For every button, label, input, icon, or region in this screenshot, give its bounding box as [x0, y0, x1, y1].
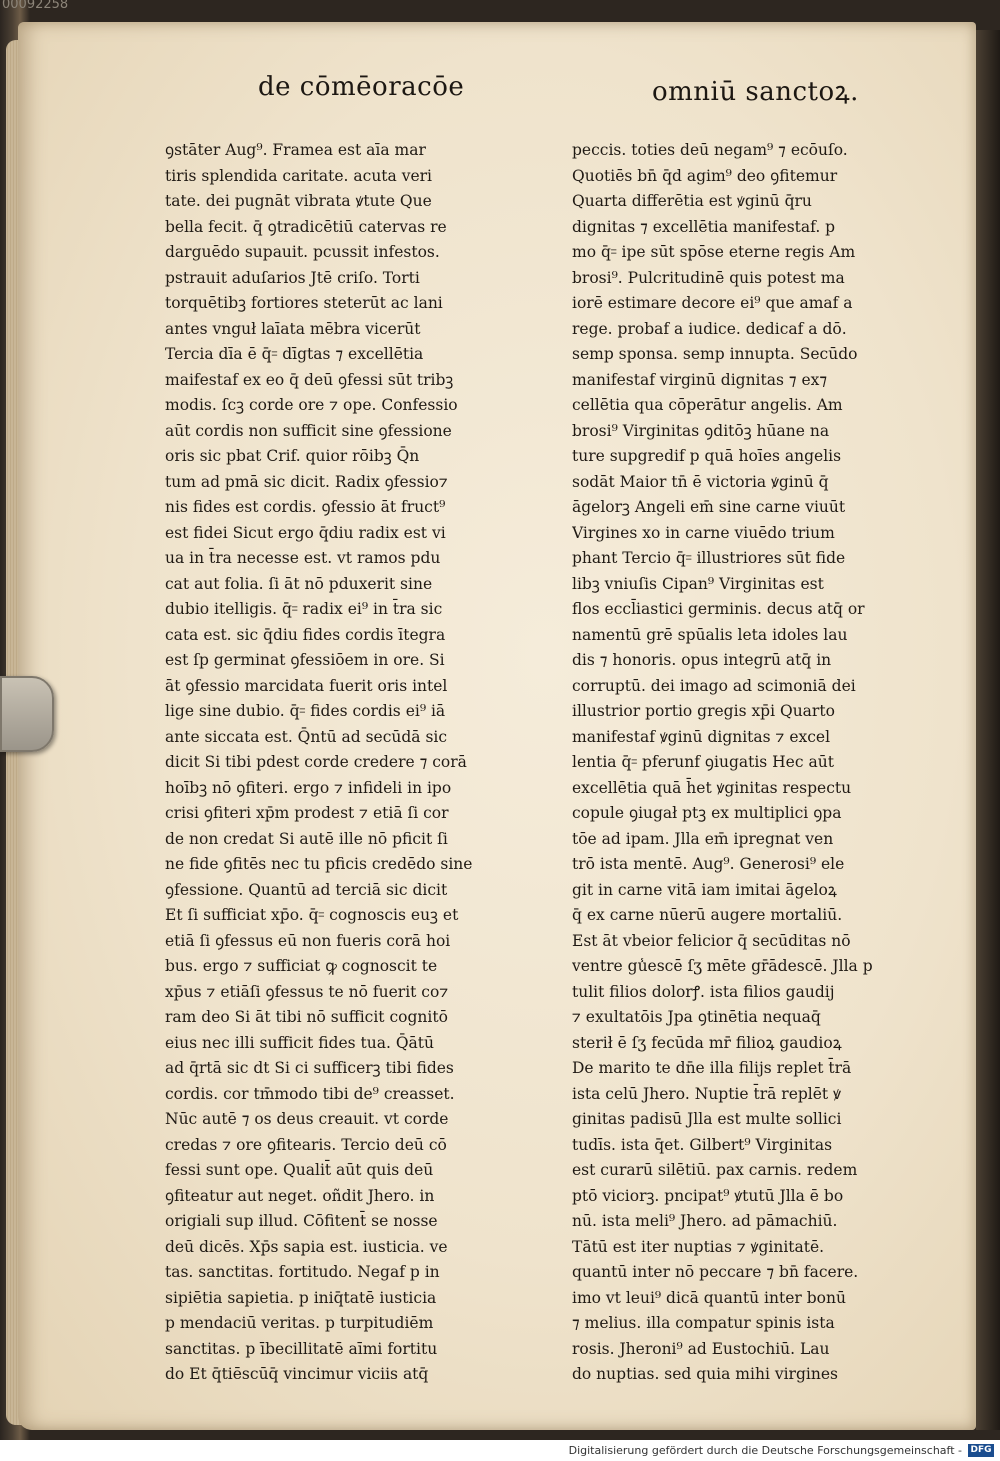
text-line: sterił ē ſʒ fecūda mr̄ filioꝝ gaudioꝝ — [572, 1033, 842, 1052]
text-line: bus. ergo ⁊ sufficiat ꝙ cognoscit te — [165, 957, 438, 975]
text-line: peccis. toties deū negam⁹ ⁊ ecōuſo. — [572, 141, 848, 159]
text-line: do nuptias. sed quia mihi virgines — [572, 1365, 838, 1383]
text-line: lentia q̄꞊ pferunf ꝯiugatis Hec aūt — [572, 753, 834, 771]
text-line: modis. ſcꝫ corde ore ⁊ ope. Confessio — [165, 396, 458, 414]
footer-credit: Digitalisierung gefördert durch die Deutsche Forschungsgemeinschaft - — [568, 1444, 962, 1457]
text-line: Quarta differētia est ꝟginū q̄ru — [572, 192, 812, 210]
text-line: ante siccata est. Q̄ntū ad secūdā sic — [165, 727, 448, 746]
text-line: āgelorꝫ Angeli em̄ sine carne viuūt — [572, 498, 846, 516]
text-line: ram deo Si āt tibi nō sufficit cognitō — [165, 1008, 448, 1026]
text-line: quantū inter nō peccare ⁊ bn̄ facere. — [572, 1263, 859, 1281]
text-line: ventre gu̾escē ſʒ mēte gr̄ādescē. Jlla p — [572, 957, 873, 975]
text-line: cat aut folia. ſi āt nō pduxerit sine — [165, 574, 433, 593]
text-column-left — [165, 138, 510, 1388]
text-line: lige sine dubio. q̄꞊ fides cordis ei⁹ iā — [165, 702, 446, 720]
text-line: darguēdo supauit. pcussit infestos. — [165, 243, 440, 261]
text-line: sodāt Maior tn̄ ē victoria ꝟginū q̄ — [572, 472, 829, 491]
text-line: manifestaf virginū dignitas ⁊ ex⁊ — [572, 370, 828, 389]
text-line: bella fecit. q̄ ꝯtradicētiū catervas re — [165, 217, 447, 236]
text-line: antes vnguł laīata mēbra vicerūt — [165, 319, 421, 338]
text-line: est fidei Sicut ergo q̄diu radix est vi — [165, 523, 446, 542]
text-line: Nūc autē ⁊ os deus creauit. vt corde — [165, 1110, 449, 1128]
text-line: ista celū Jhero. Nuptie t̄rā replēt ꝟ — [572, 1084, 841, 1103]
text-line: semp sponsa. semp innupta. Secūdo — [572, 345, 858, 363]
text-line: maifestaf ex eo q̄ deū ꝯfessi sūt tribꝫ — [165, 370, 454, 389]
text-line: Quotiēs bn̄ q̄d agim⁹ deo ꝯfitemur — [572, 166, 838, 185]
text-line: ptō viciorꝫ. pncipat⁹ ꝟtutū Jlla ē bo — [572, 1186, 844, 1205]
text-line: imo vt leui⁹ dicā quantū inter bonū — [572, 1288, 846, 1307]
text-line: p mendaciū veritas. p turpitudiēm — [165, 1314, 434, 1332]
text-line: trō ista mentē. Aug⁹. Generosi⁹ ele — [572, 855, 845, 873]
text-line: nū. ista meli⁹ Jhero. ad pāmachiū. — [572, 1212, 838, 1230]
text-line: est ſp germinat ꝯfessiōem in ore. Si — [165, 651, 445, 669]
page-clip — [0, 676, 54, 752]
text-line: De marito te dn̄e illa filijs replet t̄rā — [572, 1059, 852, 1077]
dfg-logo: DFG — [968, 1444, 994, 1457]
text-line: dis ⁊ honoris. opus integrū atq̄ in — [572, 651, 832, 669]
text-line: iorē estimare decore ei⁹ que amaf a — [572, 294, 853, 312]
text-line: Et ſi sufficiat xp̄o. q̄꞊ cognoscis euꝫ et — [165, 906, 459, 924]
text-line: eius nec illi sufficit fides tua. Q̄ātū — [165, 1033, 434, 1052]
text-line: ua in t̄ra necesse est. vt ramos pdu — [165, 549, 441, 567]
text-line: etiā ſi ꝯfessus eū non fueris corā hoi — [165, 931, 451, 950]
text-line: aūt cordis non sufficit sine ꝯfessione — [165, 421, 452, 440]
text-line: q̄ ex carne nūerū augere mortaliū. — [572, 906, 843, 924]
text-line: tudīs. ista q̄et. Gilbert⁹ Virginitas — [572, 1135, 833, 1154]
text-line: sanctitas. p ībecillitatē aīmi fortitu — [165, 1339, 438, 1358]
text-line: āt ꝯfessio marcidata fuerit oris intel — [165, 676, 448, 695]
text-line: mo q̄꞊ ipe sūt spōse eterne regis Am — [572, 243, 856, 261]
text-line: origiali sup illud. Cōfitent̄ se nosse — [165, 1212, 438, 1230]
text-line: credas ⁊ ore ꝯfitearis. Tercio deū cō — [165, 1135, 447, 1154]
text-line: crisi ꝯfiteri xp̄m prodest ⁊ etiā ſi cor — [165, 804, 449, 822]
text-column-right — [572, 138, 917, 1388]
text-line: pstrauit aduſarios Jtē criſo. Torti — [165, 268, 420, 287]
text-line: fessi sunt ope. Qualit̄ aūt quis deū — [165, 1161, 434, 1179]
text-line: dubio itelligis. q̄꞊ radix ei⁹ in t̄ra sic — [165, 600, 443, 618]
text-line: brosi⁹. Pulcritudinē quis potest ma — [572, 268, 845, 287]
text-line: brosi⁹ Virginitas ꝯditōꝫ hūane na — [572, 421, 830, 440]
text-line: excellētia quā h̄et ꝟginitas respectu — [572, 778, 852, 797]
text-line: cata est. sic q̄diu fides cordis ītegra — [165, 625, 446, 644]
text-line: de non credat Si autē ille nō pficit ſi — [165, 829, 448, 848]
text-line: corruptū. dei imago ad scimoniā dei — [572, 676, 856, 695]
running-head-left: de cōmēoracōe — [258, 72, 465, 102]
scan-id: 00092258 — [2, 0, 69, 12]
text-line: torquētibꝫ fortiores steterūt ac lani — [165, 294, 443, 312]
text-line: tulit filios dolorꝭ. ista filios gaudij — [572, 982, 835, 1001]
text-line: nis fides est cordis. ꝯfessio āt fruct⁹ — [165, 498, 446, 516]
text-line: xp̄us ⁊ etiāſi ꝯfessus te nō fuerit co⁊ — [165, 982, 449, 1001]
text-line: tiris splendida caritate. acuta veri — [165, 166, 433, 185]
text-line: ꝯfessione. Quantū ad terciā sic dicit — [165, 880, 448, 899]
text-line: ne fide ꝯfitēs nec tu pficis credēdo sine — [165, 855, 473, 873]
text-line: ture supgredif p quā hoīes angelis — [572, 447, 842, 465]
text-line: libꝫ vniuſis Cipan⁹ Virginitas est — [572, 574, 824, 593]
text-line: tas. sanctitas. fortitudo. Negaf p in — [165, 1263, 440, 1281]
running-head-right: omniū sanctoꝝ. — [652, 77, 859, 107]
book-right-edge — [976, 30, 1000, 1430]
text-line: rosis. Jheroni⁹ ad Eustochiū. Lau — [572, 1339, 830, 1358]
text-line: ginitas padisū Jlla est multe sollici — [572, 1110, 842, 1128]
footer-bar — [0, 1440, 1000, 1461]
text-line: sipiētia sapietia. p iniq̄tatē iusticia — [165, 1288, 437, 1307]
text-line: tum ad pmā sic dicit. Radix ꝯfessio⁊ — [165, 472, 448, 491]
text-line: git in carne vitā iam imitai āgeloꝝ — [572, 880, 837, 899]
text-line: rege. probaf a iudice. dedicaf a dō. — [572, 319, 847, 338]
text-line: dignitas ⁊ excellētia manifestaf. p — [572, 217, 836, 236]
text-line: namentū grē spūalis leta idoles lau — [572, 625, 848, 644]
text-line: tate. dei pugnāt vibrata ꝟtute Que — [165, 192, 432, 210]
text-line: hoībꝫ nō ꝯfiteri. ergo ⁊ infideli in ipo — [165, 778, 452, 797]
text-line: Est āt vbeior felicior q̄ secūditas nō — [572, 931, 851, 950]
text-line: manifestaf ꝟginū dignitas ⁊ excel — [572, 727, 831, 746]
text-line: Tātū est iter nuptias ⁊ ꝟginitatē. — [572, 1237, 825, 1256]
text-line: oris sic pbat Crif. quior rōibꝫ Q̄n — [165, 447, 420, 465]
text-line: deū dicēs. Xp̄s sapia est. iusticia. ve — [165, 1237, 448, 1256]
text-line: ad q̄rtā sic dt Si ci sufficerꝫ tibi fides — [165, 1059, 454, 1077]
text-line: ꝯstāter Aug⁹. Framea est aīa mar — [165, 141, 426, 159]
text-line: Tercia dīa ē q̄꞊ dīgtas ⁊ excellētia — [165, 345, 424, 363]
text-line: do Et q̄tiēscūq̄ vincimur viciis atq̄ — [165, 1365, 429, 1383]
text-line: phant Tercio q̄꞊ illustriores sūt fide — [572, 549, 846, 567]
text-line: ⁊ exultatōis Jpa ꝯtinētia nequaq̄ — [572, 1008, 821, 1026]
text-line: copule ꝯiugał ptꝫ ex multiplici ꝯpa — [572, 804, 842, 822]
text-line: ꝯfiteatur aut neget. oñdit Jhero. in — [165, 1186, 435, 1205]
text-line: cellētia qua cōperātur angelis. Am — [572, 396, 843, 414]
text-line: est curarū silētiū. pax carnis. redem — [572, 1161, 858, 1179]
text-line: flos eccl̄iastici germinis. decus atq̄ or — [572, 600, 865, 618]
text-line: tōe ad ipam. Jlla em̄ ipregnat ven — [572, 829, 834, 848]
text-line: Virgines xo in carne viuēdo trium — [572, 523, 835, 542]
text-line: cordis. cor tm̄modo tibi de⁹ creasset. — [165, 1084, 455, 1103]
text-line: ⁊ melius. illa compatur spinis ista — [572, 1314, 835, 1332]
text-line: illustrior portio gregis xp̄i Quarto — [572, 702, 835, 720]
text-line: dicit Si tibi pdest corde credere ⁊ corā — [165, 753, 467, 771]
